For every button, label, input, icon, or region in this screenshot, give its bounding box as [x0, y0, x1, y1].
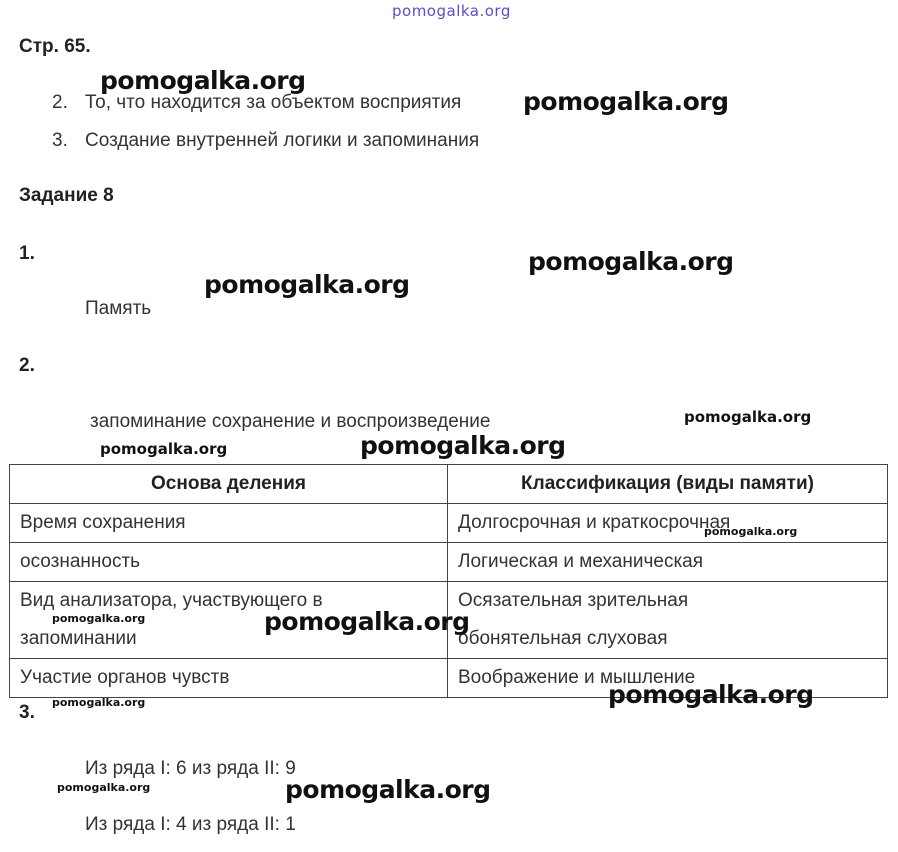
- table-cell: Логическая и механическая: [448, 543, 888, 582]
- q1-number: 1.: [19, 243, 35, 264]
- memory-classification-table: [9, 464, 888, 698]
- watermark-text: pomogalka.org: [204, 270, 410, 299]
- watermark-text: pomogalka.org: [608, 680, 814, 709]
- table-cell-line: запоминании: [20, 628, 137, 649]
- table-cell-line: Осязательная зрительная: [458, 590, 689, 611]
- table-cell: [448, 582, 888, 659]
- watermark-text: pomogalka.org: [264, 607, 470, 636]
- table-cell: осознанность: [10, 543, 448, 582]
- page-label: Стр. 65.: [19, 36, 91, 57]
- table-header-row: [10, 465, 888, 504]
- q1-answer: Память: [85, 298, 152, 319]
- watermark-text: pomogalka.org: [684, 408, 812, 426]
- watermark-text: pomogalka.org: [100, 440, 228, 458]
- table-cell: Долгосрочная и краткосрочная: [448, 504, 888, 543]
- table-cell: Участие органов чувств: [10, 659, 448, 698]
- watermark-text: pomogalka.org: [52, 612, 146, 625]
- table-header-basis: Основа деления: [10, 465, 448, 504]
- watermark-text: pomogalka.org: [704, 525, 798, 538]
- table-cell: Время сохранения: [10, 504, 448, 543]
- list-item-2-number: 2.: [52, 92, 68, 113]
- watermark-top: pomogalka.org: [392, 2, 511, 20]
- watermark-text: pomogalka.org: [57, 781, 151, 794]
- table-cell-line: Вид анализатора, участвующего в: [20, 590, 323, 611]
- table-cell: Воображение и мышление: [448, 659, 888, 698]
- watermark-text: pomogalka.org: [52, 696, 146, 709]
- watermark-text: pomogalka.org: [528, 247, 734, 276]
- watermark-text: pomogalka.org: [285, 775, 491, 804]
- q3-answer-2: Из ряда I: 4 из ряда II: 1: [85, 814, 296, 835]
- list-item-3-number: 3.: [52, 130, 68, 151]
- table-header-classification: Классификация (виды памяти): [448, 465, 888, 504]
- list-item-3-text: Создание внутренней логики и запоминания: [85, 130, 480, 151]
- q2-answer: запоминание сохранение и воспроизведение: [90, 411, 491, 432]
- table-row: [10, 543, 888, 582]
- watermark-text: pomogalka.org: [100, 66, 306, 95]
- q2-number: 2.: [19, 355, 35, 376]
- task-title: Задание 8: [19, 185, 114, 206]
- q3-answer-1: Из ряда I: 6 из ряда II: 9: [85, 758, 296, 779]
- watermark-text: pomogalka.org: [360, 431, 566, 460]
- q3-number: 3.: [19, 702, 35, 723]
- table-cell-line: обонятельная слуховая: [458, 628, 668, 649]
- watermark-text: pomogalka.org: [523, 87, 729, 116]
- list-item-2-text: То, что находится за объектом восприятия: [85, 92, 462, 113]
